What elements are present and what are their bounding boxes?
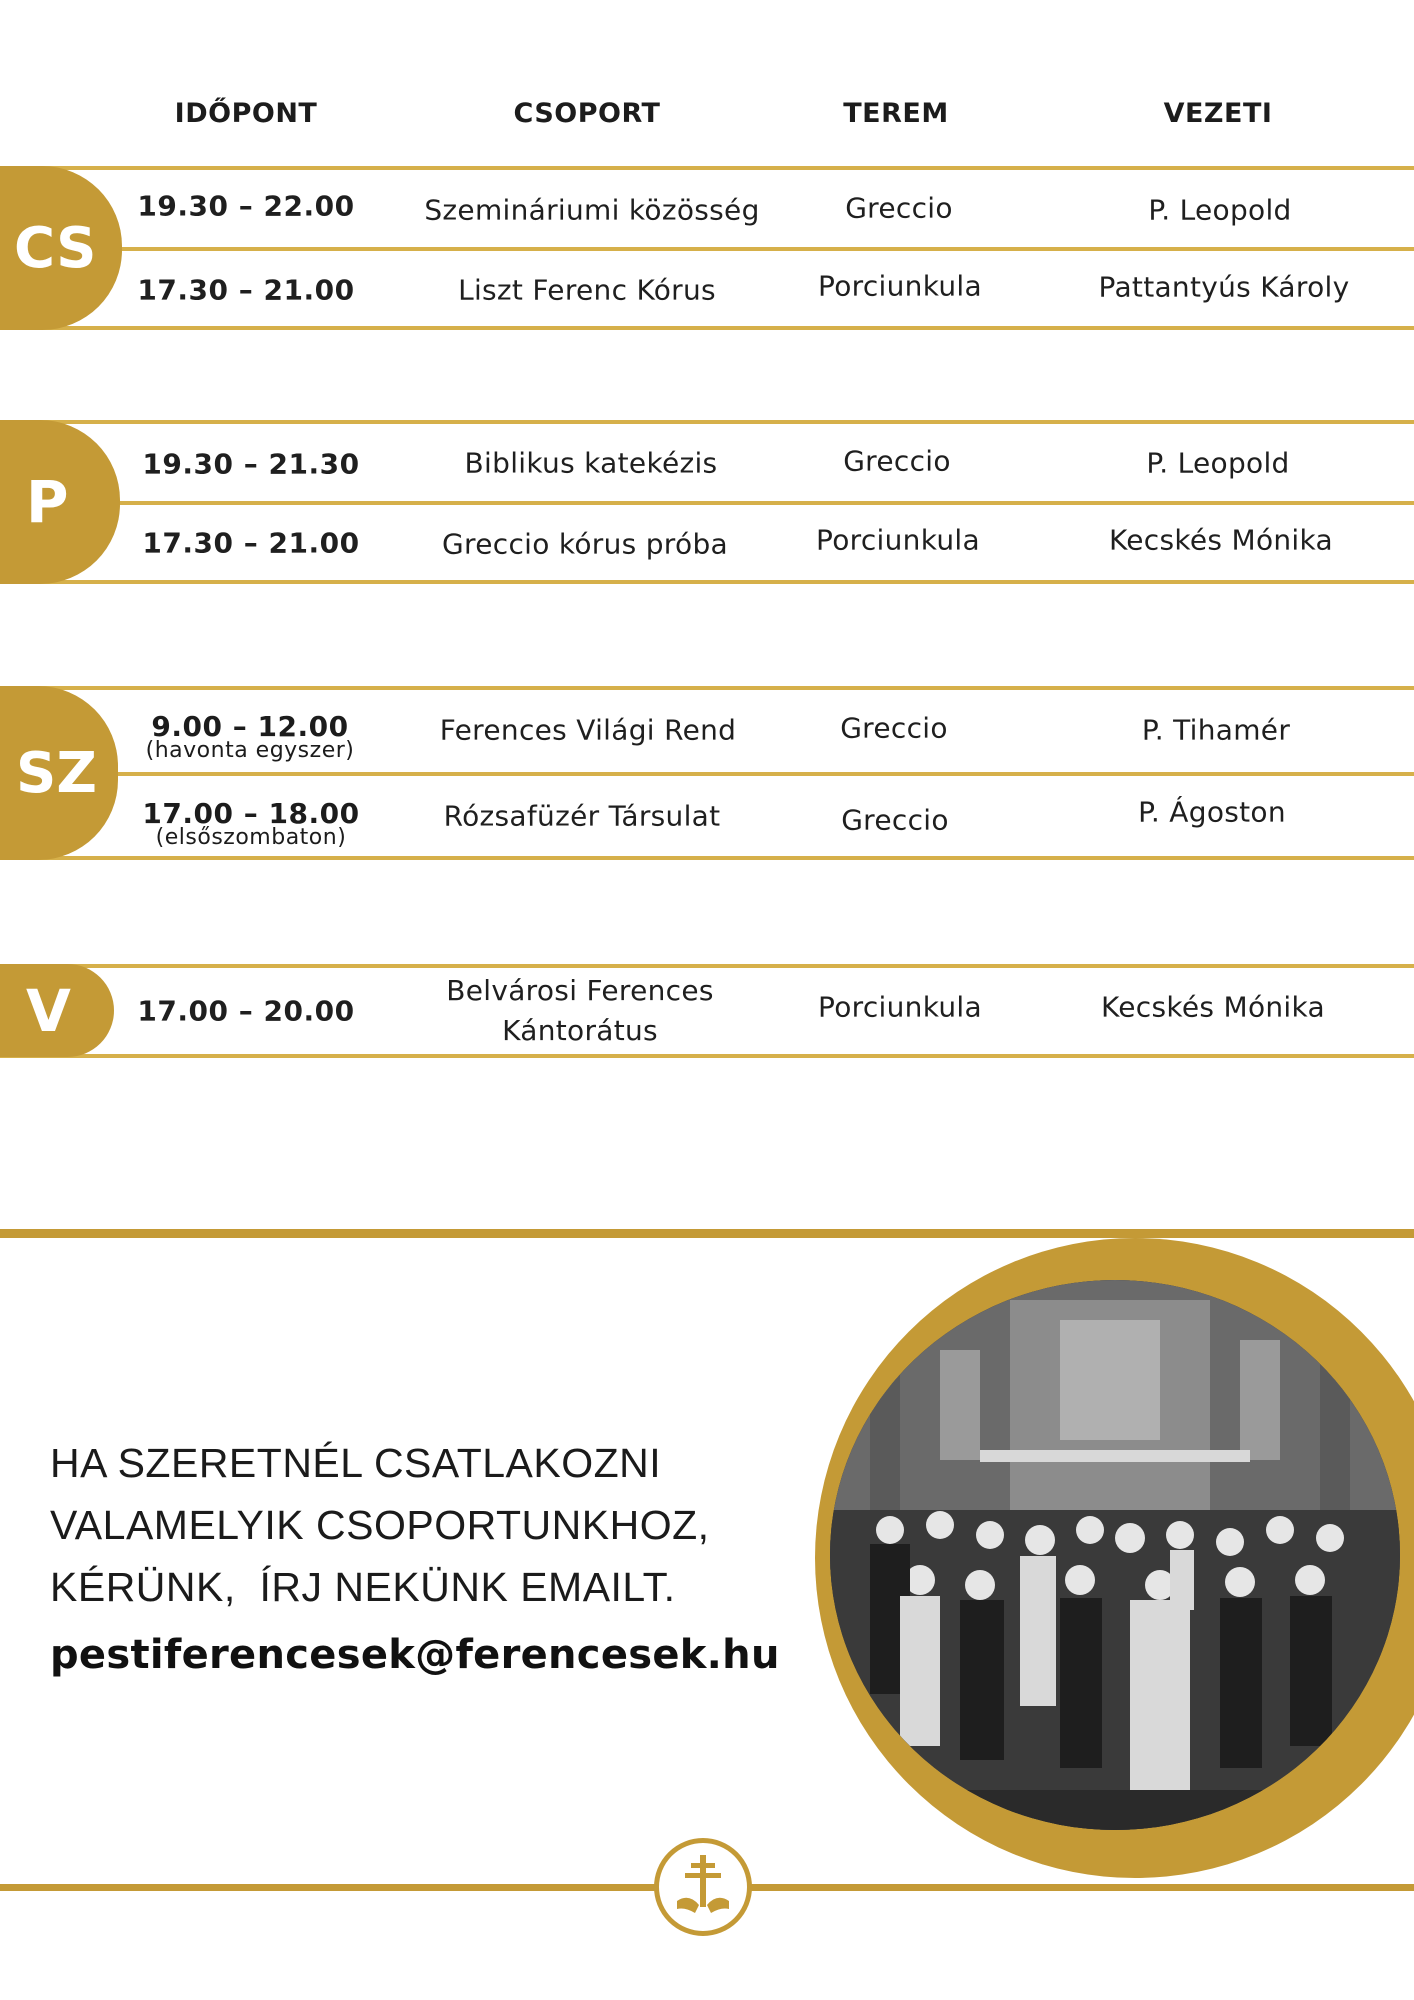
room-cell: Greccio (840, 711, 948, 745)
header-time: IDŐPONT (174, 98, 318, 129)
header-group: CSOPORT (513, 98, 661, 129)
day-tab-p (0, 420, 120, 584)
time-note: (elsőszombaton) (155, 825, 347, 850)
day-label: V (26, 976, 71, 1045)
time-value: 17.00 – 18.00 (142, 797, 360, 830)
group-line-2: Kántorátus (502, 1014, 658, 1047)
time-cell: 17.00 – 20.00 (137, 994, 355, 1028)
time-note: (havonta egyszer) (145, 738, 355, 763)
day-tab-sz (0, 686, 118, 860)
day-label: CS (14, 215, 97, 281)
room-cell: Porciunkula (818, 269, 982, 303)
divider (0, 501, 1414, 505)
divider (0, 247, 1414, 251)
section-divider (0, 1229, 1414, 1238)
leader-cell: P. Tihamér (1141, 713, 1291, 747)
cta-line-3: KÉRÜNK, ÍRJ NEKÜNK EMAILT. (50, 1564, 676, 1610)
leader-cell: Kecskés Mónika (1100, 990, 1326, 1024)
leader-cell: P. Leopold (1148, 193, 1292, 227)
divider (0, 686, 1414, 690)
divider (0, 326, 1414, 330)
divider (0, 772, 1414, 776)
divider (0, 1054, 1414, 1058)
divider (0, 964, 1414, 968)
group-cell: Greccio kórus próba (442, 527, 728, 561)
cta-line-1: HA SZERETNÉL CSATLAKOZNI (50, 1440, 662, 1486)
leader-cell: Kecskés Mónika (1108, 523, 1334, 557)
cross-icon (659, 1843, 747, 1931)
divider (0, 856, 1414, 860)
room-cell: Porciunkula (818, 990, 982, 1024)
cta-text (50, 1432, 710, 1618)
time-value: 9.00 – 12.00 (151, 710, 349, 743)
group-cell: Biblikus katekézis (464, 446, 718, 480)
leader-cell: Pattantyús Károly (1098, 270, 1350, 304)
divider (0, 420, 1414, 424)
franciscan-cross-logo-icon (654, 1838, 752, 1936)
header-room: TEREM (843, 98, 949, 129)
group-photo (830, 1280, 1400, 1830)
divider (0, 166, 1414, 170)
leader-cell: P. Leopold (1146, 446, 1290, 480)
room-cell: Greccio (843, 444, 951, 478)
group-cell (446, 971, 714, 1051)
day-label: P (26, 468, 69, 536)
group-photo-illustration (830, 1280, 1400, 1830)
header-leader: VEZETI (1163, 98, 1273, 129)
room-cell: Greccio (841, 803, 949, 837)
time-cell: 19.30 – 21.30 (142, 447, 360, 481)
time-cell (145, 710, 355, 763)
group-cell: Ferences Világi Rend (439, 713, 737, 747)
time-cell (142, 797, 360, 850)
divider (0, 580, 1414, 584)
group-cell: Szemináriumi közösség (424, 193, 760, 227)
email-link[interactable]: pestiferencesek@ferencesek.hu (50, 1632, 780, 1678)
day-tab-v (0, 964, 114, 1057)
time-cell: 19.30 – 22.00 (137, 189, 355, 223)
day-label: SZ (16, 740, 97, 806)
group-line-1: Belvárosi Ferences (446, 974, 714, 1007)
day-tab-cs (0, 166, 122, 330)
group-cell: Liszt Ferenc Kórus (458, 273, 716, 307)
leader-cell: P. Ágoston (1138, 795, 1286, 829)
time-cell: 17.30 – 21.00 (137, 273, 355, 307)
room-cell: Porciunkula (816, 523, 980, 557)
room-cell: Greccio (845, 191, 953, 225)
cta-line-2: VALAMELYIK CSOPORTUNKHOZ, (50, 1502, 710, 1548)
time-cell: 17.30 – 21.00 (142, 526, 360, 560)
group-cell: Rózsafüzér Társulat (443, 799, 721, 833)
